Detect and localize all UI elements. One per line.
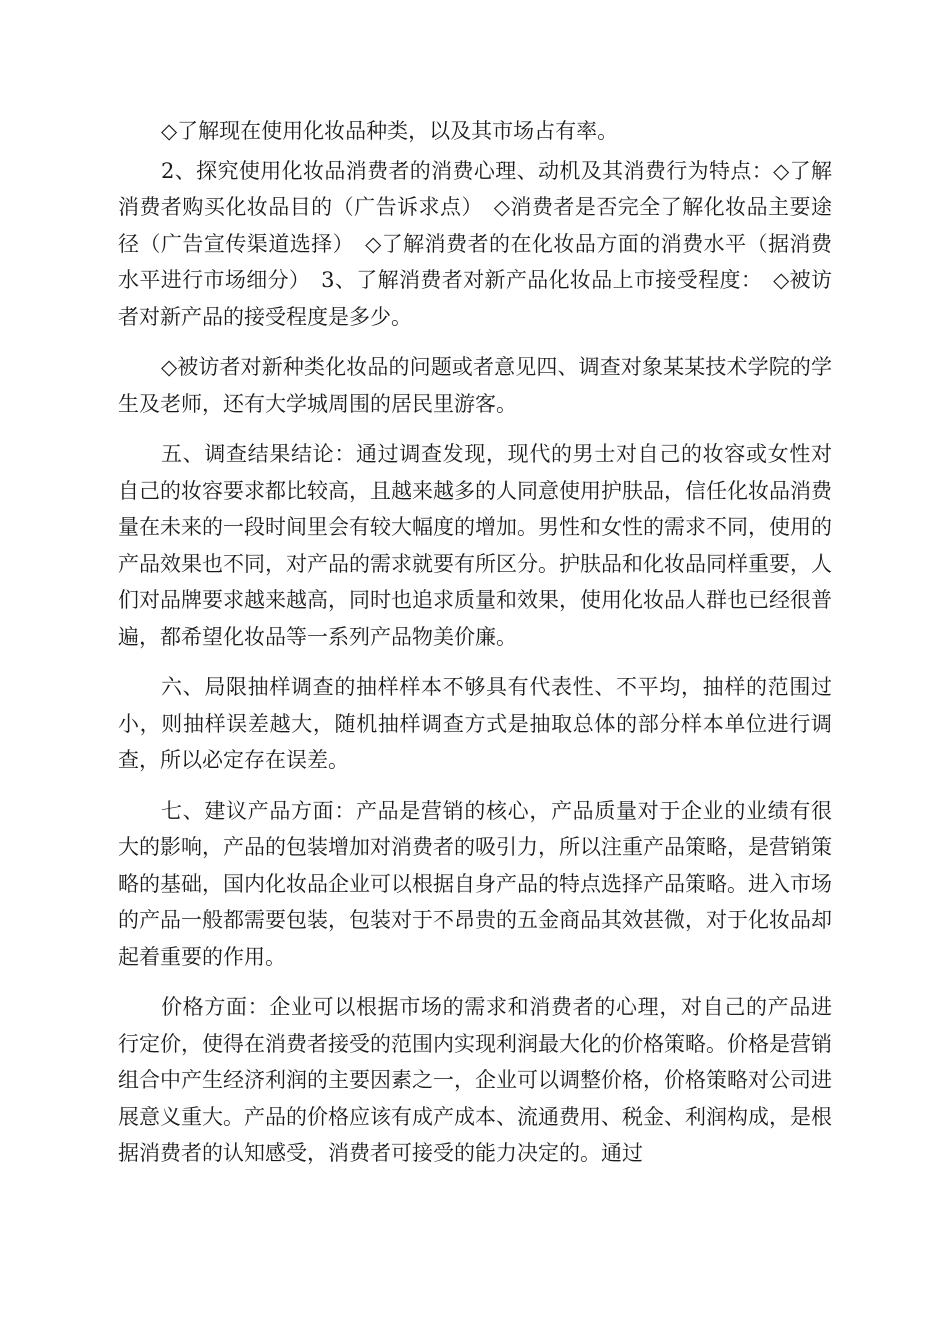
paragraph-consumer-psychology: 2、探究使用化妆品消费者的消费心理、动机及其消费行为特点：◇了解消费者购买化妆品目的（广告诉求点） ◇消费者是否完全了解化妆品主要途径（广告宣传渠道选择） ◇了解消费者的在化妆品方面的消费水平（据消费水平进行市场细分） 3、了解消费者对新产品化妆品上市接受程度： ◇被访者对新产品的接受程度是多少。 (118, 158, 832, 329)
paragraph-product-suggestions: 七、建议产品方面：产品是营销的核心，产品质量对于企业的业绩有很大的影响，产品的包装增加对消费者的吸引力，所以注重产品策略，是营销策略的基础，国内化妆品企业可以根据自身产品的特点选择产品策略。进入市场的产品一般都需要包装，包装对于不昂贵的五金商品其效甚微，对于化妆品却起着重要的作用。 (118, 798, 832, 969)
paragraph-survey-conclusion: 五、调查结果结论：通过调查发现，现代的男士对自己的妆容或女性对自己的妆容要求都比较高，且越来越多的人同意使用护肤品，信任化妆品消费量在未来的一段时间里会有较大幅度的增加。男性和女性的需求不同，使用的产品效果也不同，对产品的需求就要有所区分。护肤品和化妆品同样重要，人们对品牌要求越来越高，同时也追求质量和效果，使用化妆品人群也已经很普遍，都希望化妆品等一系列产品物美价廉。 (118, 442, 832, 649)
paragraph-market-share: ◇了解现在使用化妆品种类，以及其市场占有率。 (161, 119, 619, 143)
paragraph-limitations: 六、局限抽样调查的抽样样本不够具有代表性、不平均，抽样的范围过小，则抽样误差越大，随机抽样调查方式是抽取总体的部分样本单位进行调查，所以必定存在误差。 (118, 675, 832, 772)
document-page (118, 113, 832, 1172)
paragraph-pricing: 价格方面：企业可以根据市场的需求和消费者的心理，对自己的产品进行定价，使得在消费者接受的范围内实现利润最大化的价格策略。价格是营销组合中产生经济利润的主要因素之一，企业可以调整价格，价格策略对公司进展意义重大。产品的价格应该有成产成本、流通费用、税金、利润构成，是根据消费者的认知感受，消费者可接受的能力决定的。通过 (118, 995, 832, 1165)
paragraph-survey-subjects: ◇被访者对新种类化妆品的问题或者意见四、调查对象某某技术学院的学生及老师，还有大学城周围的居民里游客。 (118, 355, 832, 416)
